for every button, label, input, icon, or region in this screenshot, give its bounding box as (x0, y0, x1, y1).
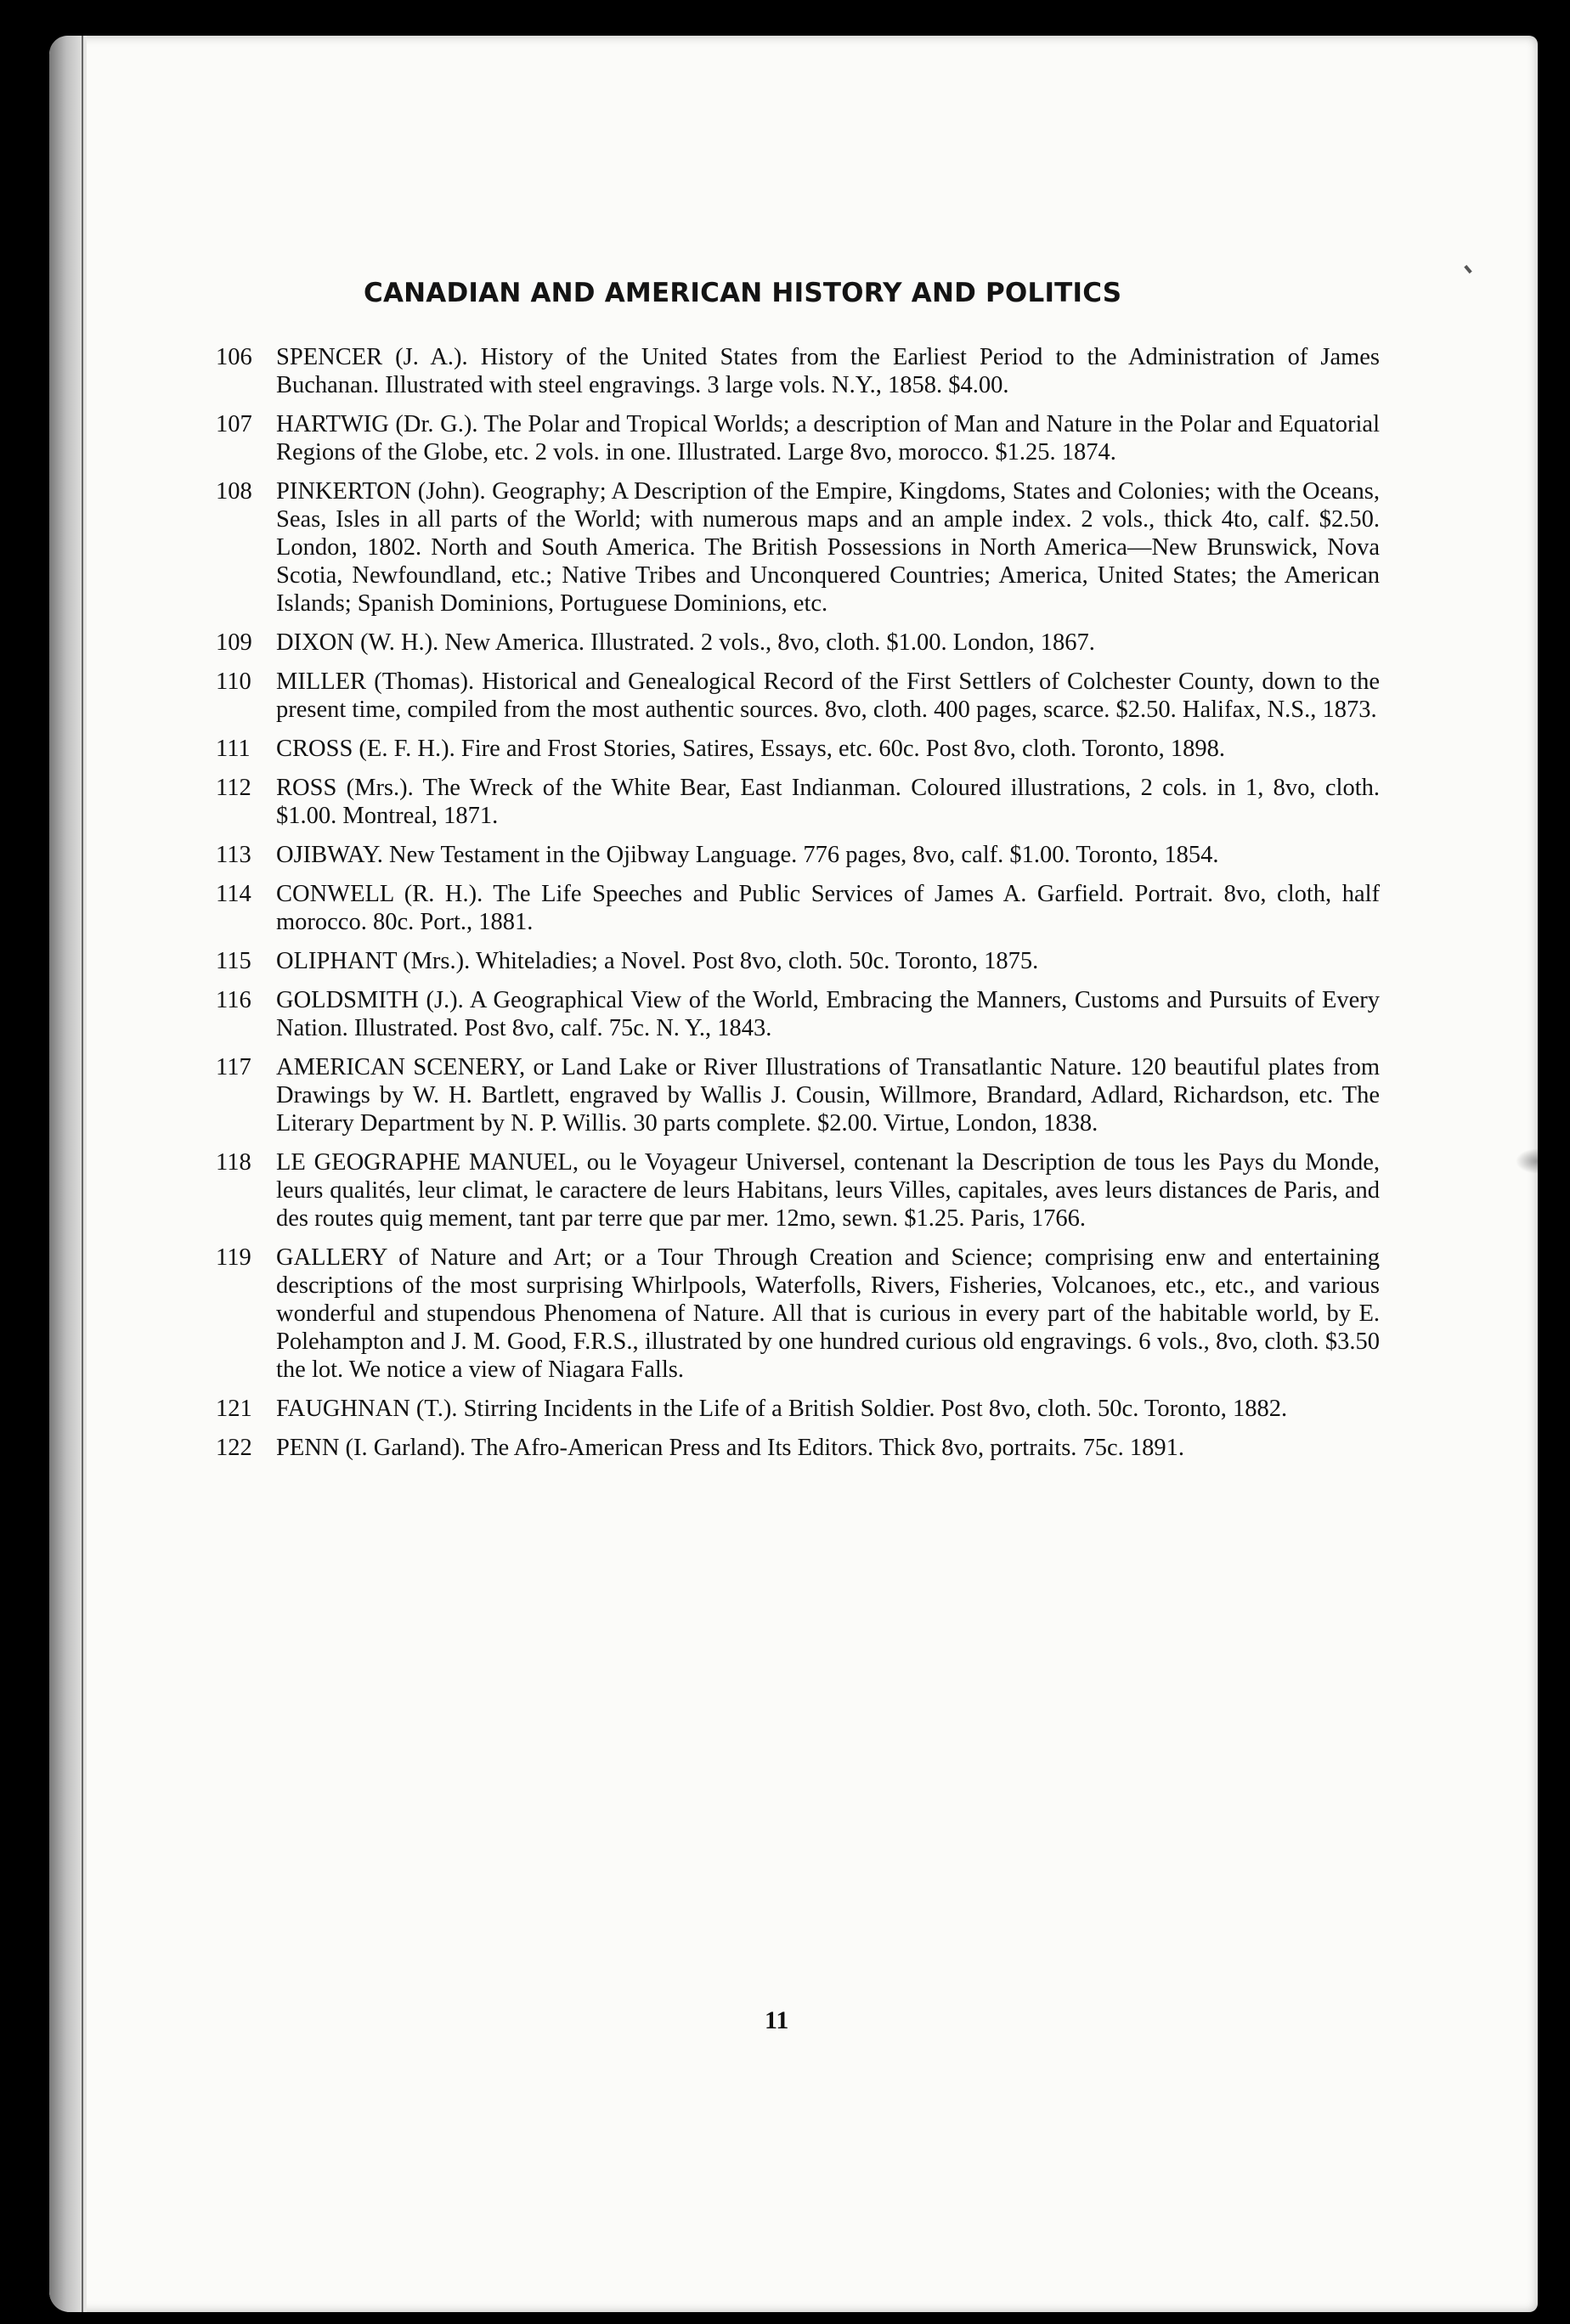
page-edge-mark (1516, 1148, 1538, 1174)
entry-text: DIXON (W. H.). New America. Illustrated. 2 vols., 8vo, cloth. $1.00. London, 1867. (276, 629, 1095, 656)
entry-number: 118 (216, 1149, 251, 1176)
entry-text: CROSS (E. F. H.). Fire and Frost Stories, Satires, Essays, etc. 60c. Post 8vo, cloth. Toronto, 1898. (276, 736, 1225, 762)
entry-text: CONWELL (R. H.). The Life Speeches and Public Services of James A. Garfield. Portrait. 8vo, cloth, half morocco. 80c. Port., 1881. (276, 881, 1380, 935)
entry-number: 121 (216, 1396, 252, 1422)
entry-number: 116 (216, 987, 251, 1013)
entry-text: OJIBWAY. New Testament in the Ojibway Language. 776 pages, 8vo, calf. $1.00. Toronto, 1854. (276, 842, 1219, 868)
catalogue-entry (216, 1395, 1380, 1423)
catalogue-entry (216, 774, 1380, 830)
entry-number: 109 (216, 629, 252, 656)
entry-text: PINKERTON (John). Geography; A Description of the Empire, Kingdoms, States and Colonies; with the Oceans, Seas, Isles in all parts of the World; with numerous maps and an ample index. 2 vols., thick 4to, calf. $2.50. London, 1802. North and South America. The British Possessions in North America—New Brunswick, Nova Scotia, Newfoundland, etc.; Native Tribes and Unconquered Countries; America, United States; the American Islands; Spanish Dominions, Portuguese Dominions, etc. (276, 478, 1380, 617)
catalogue-entry (216, 1053, 1380, 1137)
entry-number: 122 (216, 1435, 252, 1461)
entry-text: PENN (I. Garland). The Afro-American Press and Its Editors. Thick 8vo, portraits. 75c. 1891. (276, 1435, 1185, 1461)
page-number: 11 (765, 2006, 789, 2034)
catalogue-entry (216, 947, 1380, 975)
book-page (49, 36, 1538, 2312)
entry-text: MILLER (Thomas). Historical and Genealogical Record of the First Settlers of Colchester County, down to the present time, compiled from the most authentic sources. 8vo, cloth. 400 pages, scarce. $2.50. Halifax, N.S., 1873. (276, 668, 1380, 723)
entry-text: LE GEOGRAPHE MANUEL, ou le Voyageur Universel, contenant la Description de tous les Pays du Monde, leurs qualités, leur climat, le caractere de leurs Habitans, leurs Villes, capitales, aves leurs distances de Paris, and des routes quig mement, tant par terre que par mer. 12mo, sewn. $1.25. Paris, 1766. (276, 1149, 1380, 1232)
entry-text: OLIPHANT (Mrs.). Whiteladies; a Novel. Post 8vo, cloth. 50c. Toronto, 1875. (276, 948, 1039, 974)
entry-number: 111 (216, 736, 251, 762)
entry-number: 112 (216, 775, 251, 801)
catalogue-entry (216, 735, 1380, 763)
dust-speck (1464, 265, 1471, 274)
entry-text: AMERICAN SCENERY, or Land Lake or River Illustrations of Transatlantic Nature. 120 beautiful plates from Drawings by W. H. Bartlett, engraved by Wallis J. Cousin, Willmore, Brandard, Adlard, Richardson, etc. The Literary Department by N. P. Willis. 30 parts complete. $2.00. Virtue, London, 1838. (276, 1054, 1380, 1137)
entry-number: 114 (216, 881, 251, 907)
catalogue-entry (216, 410, 1380, 466)
catalogue-entry (216, 343, 1380, 399)
catalogue-entry (216, 1148, 1380, 1233)
entry-number: 117 (216, 1054, 251, 1080)
catalogue-entry (216, 1434, 1380, 1462)
catalogue-entry (216, 986, 1380, 1042)
catalogue-entry (216, 1244, 1380, 1384)
catalogue-entries (216, 343, 1380, 1473)
entry-number: 108 (216, 478, 252, 505)
entry-number: 107 (216, 411, 252, 437)
page-gutter (49, 36, 87, 2312)
catalogue-entry (216, 880, 1380, 936)
entry-text: FAUGHNAN (T.). Stirring Incidents in the Life of a British Soldier. Post 8vo, cloth. 50c. Toronto, 1882. (276, 1396, 1288, 1422)
entry-number: 113 (216, 842, 251, 868)
section-header: CANADIAN AND AMERICAN HISTORY AND POLITICS (364, 278, 1122, 308)
catalogue-entry (216, 668, 1380, 724)
entry-text: GALLERY of Nature and Art; or a Tour Through Creation and Science; comprising enw and entertaining descriptions of the most surprising Whirlpools, Waterfolls, Rivers, Fisheries, Volcanoes, etc., etc., and various wonderful and stupendous Phenomena of Nature. All that is curious in every part of the habitable world, by E. Polehampton and J. M. Good, F.R.S., illustrated by one hundred curious old engravings. 6 vols., 8vo, cloth. $3.50 the lot. We notice a view of Niagara Falls. (276, 1244, 1380, 1383)
entry-text: ROSS (Mrs.). The Wreck of the White Bear, East Indianman. Coloured illustrations, 2 cols. in 1, 8vo, cloth. $1.00. Montreal, 1871. (276, 775, 1380, 829)
catalogue-entry (216, 629, 1380, 657)
entry-text: GOLDSMITH (J.). A Geographical View of the World, Embracing the Manners, Customs and Pursuits of Every Nation. Illustrated. Post 8vo, calf. 75c. N. Y., 1843. (276, 987, 1380, 1041)
entry-number: 119 (216, 1244, 251, 1271)
entry-number: 106 (216, 344, 252, 370)
entry-text: HARTWIG (Dr. G.). The Polar and Tropical Worlds; a description of Man and Nature in the Polar and Equatorial Regions of the Globe, etc. 2 vols. in one. Illustrated. Large 8vo, morocco. $1.25. 1874. (276, 411, 1380, 465)
entry-number: 110 (216, 668, 251, 695)
entry-number: 115 (216, 948, 251, 974)
catalogue-entry (216, 841, 1380, 869)
catalogue-entry (216, 477, 1380, 618)
entry-text: SPENCER (J. A.). History of the United States from the Earliest Period to the Administration of James Buchanan. Illustrated with steel engravings. 3 large vols. N.Y., 1858. $4.00. (276, 344, 1380, 398)
